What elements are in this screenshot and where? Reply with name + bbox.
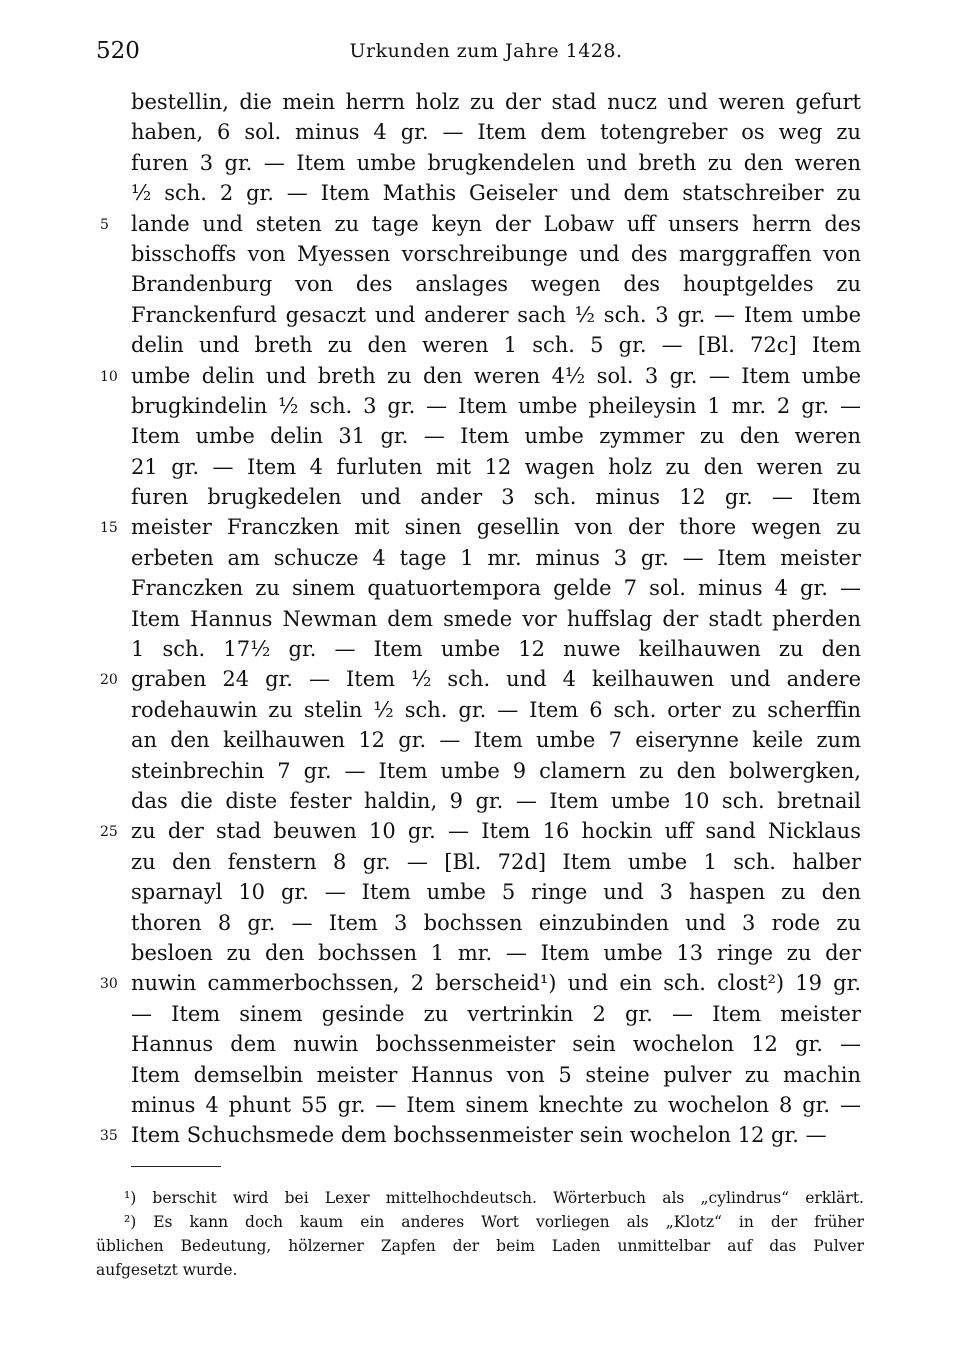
line-text: meister Franczken mit sinen gesellin von der thore wegen zu [131,515,861,540]
text-line [0,300,960,330]
line-text: lande und steten zu tage keyn der Lobaw uff unsers herrn des [131,211,861,236]
text-line [0,816,960,846]
text-line [0,968,960,998]
footnotes [96,1186,864,1282]
footnote-divider [131,1166,221,1167]
text-line [0,725,960,755]
footnote-line: ²) Es kann doch kaum ein anderes Wort vorliegen als „Klotz“ in der früher [124,1213,864,1231]
line-text: Hannus dem nuwin bochssenmeister sein wochelon 12 gr. — [131,1032,861,1057]
line-text: — Item sinem gesinde zu vertrinkin 2 gr. — Item meister [131,1001,861,1026]
text-line [0,573,960,603]
text-line [0,512,960,542]
line-text: Item umbe delin 31 gr. — Item umbe zymmer zu den weren [131,424,861,449]
footnote-line: ¹) berschit wird bei Lexer mittelhochdeutsch. Wörterbuch als „cylindrus“ erklärt. [124,1189,864,1207]
line-text: furen 3 gr. — Item umbe brugkendelen und breth zu den weren [131,150,861,175]
footnote-line: üblichen Bedeutung, hölzerner Zapfen der beim Laden unmittelbar auf das Pulver [96,1237,864,1255]
text-line [0,421,960,451]
page-number: 520 [96,38,140,64]
line-text: ½ sch. 2 gr. — Item Mathis Geiseler und dem statschreiber zu [131,181,861,206]
line-text: umbe delin und breth zu den weren 4½ sol. 3 gr. — Item umbe [131,363,861,388]
running-title: Urkunden zum Jahre 1428. [349,40,623,62]
line-number: 25 [100,824,118,841]
line-text: thoren 8 gr. — Item 3 bochssen einzubinden und 3 rode zu [131,910,861,935]
line-text: zu der stad beuwen 10 gr. — Item 16 hockin uff sand Nicklaus [131,819,861,844]
text-line [0,269,960,299]
line-text: haben, 6 sol. minus 4 gr. — Item dem totengreber os weg zu [131,120,861,145]
line-text: rodehauwin zu stelin ½ sch. gr. — Item 6 sch. orter zu scherffin [131,697,861,722]
line-text: Franczken zu sinem quatuortempora gelde 7 sol. minus 4 gr. — [131,576,861,601]
page-header [96,38,876,68]
line-text: Brandenburg von des anslages wegen des houptgeldes zu [131,272,861,297]
text-line [0,482,960,512]
text-line [0,604,960,634]
line-text: steinbrechin 7 gr. — Item umbe 9 clamern zu den bolwergken, [131,758,861,783]
line-text: bisschoffs von Myessen vorschreibunge und des marggraffen von [131,241,861,266]
line-number: 35 [100,1128,118,1145]
line-number: 30 [100,976,118,993]
line-text: das die diste fester haldin, 9 gr. — Item umbe 10 sch. bretnail [131,788,861,813]
text-line [0,148,960,178]
line-number: 15 [100,520,118,537]
line-text: furen brugkedelen und ander 3 sch. minus 12 gr. — Item [131,485,861,510]
line-text: Item demselbin meister Hannus von 5 steine pulver zu machin [131,1062,861,1087]
line-text: brugkindelin ½ sch. 3 gr. — Item umbe pheileysin 1 mr. 2 gr. — [131,393,861,418]
text-line [0,239,960,269]
text-line [0,452,960,482]
line-text: besloen zu den bochssen 1 mr. — Item umbe 13 ringe zu der [131,940,861,965]
line-text: Item Schuchsmede dem bochssenmeister sein wochelon 12 gr. — [131,1123,827,1148]
text-line [0,847,960,877]
line-number: 20 [100,672,118,689]
text-line [0,117,960,147]
text-line [0,695,960,725]
line-text: 1 sch. 17½ gr. — Item umbe 12 nuwe keilhauwen zu den [131,637,861,662]
line-text: 21 gr. — Item 4 furluten mit 12 wagen holz zu den weren zu [131,454,861,479]
line-text: delin und breth zu den weren 1 sch. 5 gr. — [Bl. 72c] Item [131,333,861,358]
text-line [0,391,960,421]
text-line [0,1060,960,1090]
text-line [0,938,960,968]
body-text [0,87,960,1151]
text-line [0,209,960,239]
line-text: sparnayl 10 gr. — Item umbe 5 ringe und 3 haspen zu den [131,880,861,905]
line-number: 10 [100,368,118,385]
text-line [0,330,960,360]
line-text: an den keilhauwen 12 gr. — Item umbe 7 eiserynne keile zum [131,728,861,753]
line-text: minus 4 phunt 55 gr. — Item sinem knechte zu wochelon 8 gr. — [131,1092,861,1117]
line-text: bestellin, die mein herrn holz zu der stad nucz und weren gefurt [131,90,861,114]
line-text: Franckenfurd gesaczt und anderer sach ½ sch. 3 gr. — Item umbe [131,302,861,327]
line-text: zu den fenstern 8 gr. — [Bl. 72d] Item umbe 1 sch. halber [131,849,861,874]
text-line [0,756,960,786]
line-text: erbeten am schucze 4 tage 1 mr. minus 3 gr. — Item meister [131,545,861,570]
text-line [0,664,960,694]
text-line [0,908,960,938]
text-line [0,999,960,1029]
text-line [0,634,960,664]
text-line [0,1029,960,1059]
line-number: 5 [100,216,109,233]
line-text: nuwin cammerbochssen, 2 berscheid¹) und ein sch. clost²) 19 gr. [131,971,861,996]
text-line [0,178,960,208]
text-line [0,543,960,573]
text-line [0,87,960,117]
text-line [0,1120,960,1150]
footnote-line: aufgesetzt wurde. [96,1261,238,1279]
text-line [0,361,960,391]
text-line [0,1090,960,1120]
line-text: Item Hannus Newman dem smede vor huffslag der stadt pherden [131,606,861,631]
line-text: graben 24 gr. — Item ½ sch. und 4 keilhauwen und andere [131,667,861,692]
text-line [0,786,960,816]
text-line [0,877,960,907]
